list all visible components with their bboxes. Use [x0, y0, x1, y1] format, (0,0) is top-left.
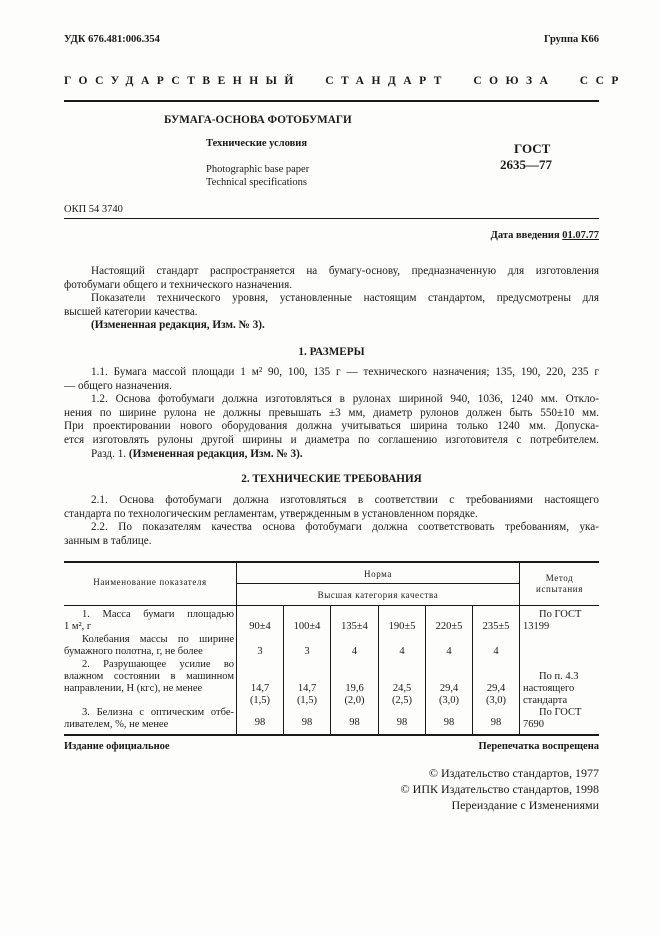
reprint-prohibited: Перепечатка воспрещена: [478, 741, 599, 752]
method-line: По ГОСТ: [539, 609, 582, 620]
section-line: — общего назначения.: [64, 379, 172, 392]
row-name-line: 1 м², г: [64, 621, 92, 632]
table-cell: [473, 683, 519, 707]
cell-value: 19,6: [345, 683, 364, 694]
amendment-prefix: Разд. 1.: [91, 447, 127, 460]
document-subtitle: Технические условия: [206, 138, 308, 149]
section-1-heading: 1. РАЗМЕРЫ: [298, 346, 365, 358]
section-line: 1.2. Основа фотобумаги должна изготовляться в рулонах шириной 940, 1036, 1240 мм. Откло-: [91, 393, 599, 406]
amendment-text: (Измененная редакция, Изм. № 3).: [128, 447, 303, 460]
section-2-body: [64, 494, 599, 548]
header-divider: [64, 100, 599, 102]
table-cell: 4: [446, 646, 452, 657]
table-cell: 4: [351, 646, 358, 657]
table-norm-divider: [237, 583, 520, 584]
row-name-line: 2. Разрушающее усилие во: [82, 659, 234, 670]
table-row-name: [64, 634, 234, 658]
table-cell: 190±5: [388, 621, 416, 632]
header-norm: Норма: [364, 569, 392, 579]
table-cell: [284, 683, 330, 707]
header-method: Метод: [545, 573, 574, 583]
date-introduction: [491, 230, 599, 241]
table-cell: 100±4: [293, 621, 321, 632]
row-name-line: 3. Белизна с оптическим отбе-: [82, 707, 234, 718]
row-name-line: бумажного полотна, г, не более: [64, 646, 203, 657]
date-intro-value: 01.07.77: [562, 230, 599, 241]
table-cell: [237, 683, 283, 707]
section-2-heading: 2. ТЕХНИЧЕСКИЕ ТРЕБОВАНИЯ: [241, 473, 422, 485]
table-method-cell: [523, 671, 578, 707]
okp-code: ОКП 54 3740: [64, 204, 123, 215]
table-cell: 3: [257, 646, 263, 657]
table-cell: 4: [399, 646, 405, 657]
section-1-body: [64, 366, 599, 461]
cell-value: 24,5: [392, 683, 412, 694]
gost-label: ГОСТ: [514, 141, 551, 156]
cell-value: 29,4: [439, 683, 459, 694]
cell-subvalue: (1,5): [249, 695, 271, 706]
header-quality-category: Высшая категория качества: [317, 590, 439, 600]
intro-paragraph: [64, 265, 599, 333]
amendment-note: [64, 448, 599, 462]
table-cell: 98: [396, 717, 408, 728]
header-indicator-name: Наименование показателя: [93, 577, 207, 587]
table-cell: 98: [443, 717, 455, 728]
method-line: 7690: [523, 719, 544, 730]
reissue-note: Переиздание с Изменениями: [451, 798, 599, 812]
method-line: По ГОСТ: [539, 707, 582, 718]
udk-code: УДК 676.481:006.354: [64, 34, 160, 45]
table-cell: 4: [493, 646, 499, 657]
table-cell: 98: [254, 717, 266, 728]
cell-value: 14,7: [297, 683, 317, 694]
table-row-name: [64, 707, 234, 731]
table-method-cell: [523, 609, 581, 633]
copyright-1998: © ИПК Издательство стандартов, 1998: [400, 782, 599, 796]
section-line: 2.1. Основа фотобумаги должна изготовляться в соответствии с требованиями настоящего: [91, 494, 599, 506]
cell-subvalue: (1,5): [296, 695, 318, 706]
section-line: стандарта по технологическим регламентам, утвержденным в установленном порядке.: [64, 507, 478, 520]
section-line: занным в таблице.: [64, 534, 152, 547]
official-edition: Издание официальное: [64, 741, 170, 752]
section-line: нения по ширине рулона не должны превышать ±3 мм, диаметр рулонов должен быть 550±10 мм.: [64, 406, 599, 419]
table-cell: 220±5: [435, 621, 463, 632]
group-code: Группа К66: [543, 34, 599, 45]
date-intro-label: Дата введения: [490, 230, 560, 241]
method-line: 13199: [523, 621, 550, 632]
table-cell: [426, 683, 472, 707]
table-cell: 98: [490, 717, 502, 728]
title-divider: [64, 218, 599, 219]
table-cell: 98: [301, 717, 313, 728]
table-cell: [379, 683, 425, 707]
copyright-1977: © Издательство стандартов, 1977: [428, 766, 599, 780]
table-cell: 98: [349, 717, 360, 728]
table-cell: 135±4: [341, 621, 368, 632]
english-title: Photographic base paper: [206, 164, 310, 175]
cell-subvalue: (2,0): [344, 695, 365, 706]
cell-subvalue: (3,0): [438, 695, 460, 706]
cell-value: 29,4: [486, 683, 506, 694]
table-cell: 235±5: [482, 621, 510, 632]
cell-subvalue: (3,0): [485, 695, 507, 706]
section-line: При проектировании нового оборудования должна учитываться ширина только 1240 мм. Допуска-: [64, 420, 599, 433]
section-line: 2.2. По показателям качества основа фотобумаги должна соответствовать требованиям, ука-: [91, 521, 599, 534]
table-method-cell: [523, 707, 581, 731]
method-line: По п. 4.3: [539, 671, 579, 682]
table-cell: [331, 683, 378, 707]
method-line: стандарта: [523, 695, 568, 706]
amendment-note: (Измененная редакция, Изм. № 3).: [91, 319, 265, 332]
row-name-line: 1. Масса бумаги площадью: [82, 609, 234, 620]
cell-subvalue: (2,5): [391, 695, 413, 706]
intro-line: Настоящий стандарт распространяется на бумагу-основу, предназначенную для изготовления: [91, 265, 599, 277]
document-title: БУМАГА-ОСНОВА ФОТОБУМАГИ: [164, 114, 352, 126]
row-name-line: ливателем, %, не менее: [64, 719, 169, 730]
english-subtitle: Technical specifications: [206, 177, 308, 188]
table-row-name: [64, 659, 234, 695]
section-line: 1.1. Бумага массой площади 1 м² 90, 100, 135 г — технического назначения; 135, 190, 220, 235 г: [91, 366, 599, 378]
intro-line: высшей категории качества.: [64, 305, 198, 318]
header-method-sub: испытания: [536, 584, 583, 594]
table-row-name: [64, 609, 234, 633]
row-name-line: Колебания массы по ширине: [82, 634, 234, 645]
method-line: настоящего: [523, 683, 575, 694]
gost-number: 2635—77: [500, 157, 552, 172]
cell-value: 14,7: [250, 683, 270, 694]
standard-banner: ГОСУДАРСТВЕННЫЙ СТАНДАРТ СОЮЗА ССР: [64, 75, 626, 87]
table-cell: 90±4: [249, 621, 271, 632]
section-line: ется изготовлять рулоны другой ширины и диаметра по соглашению изготовителя с потребителем.: [64, 433, 599, 446]
table-cell: 3: [304, 646, 310, 657]
intro-line: фотобумаги общего и технического назначения.: [64, 278, 293, 291]
row-name-line: направлении, Н (кгс), не менее: [64, 683, 203, 694]
row-name-line: влажном состоянии в машинном: [64, 671, 234, 682]
intro-line: Показатели технического уровня, установленные настоящим стандартом, предусмотрены для: [91, 292, 599, 305]
